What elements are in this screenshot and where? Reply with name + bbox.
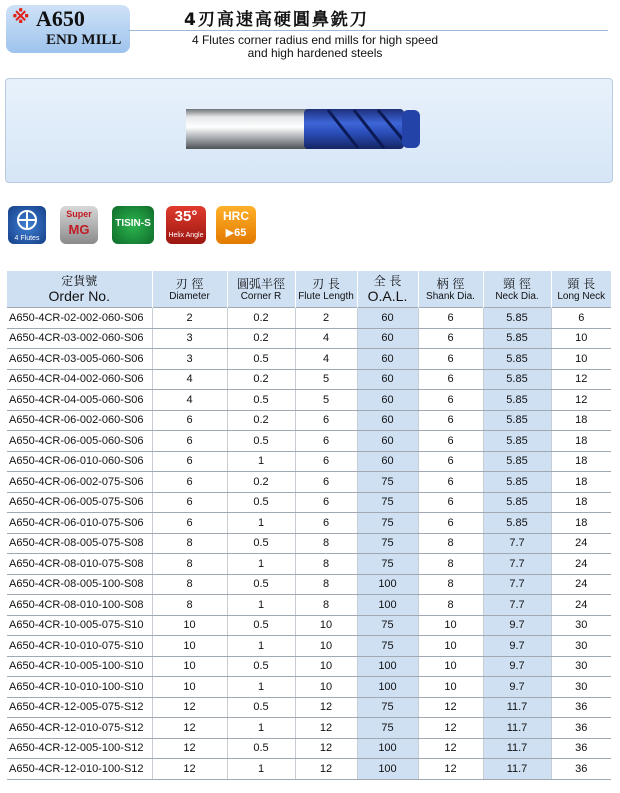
table-cell: 30 (551, 615, 611, 636)
order-no-cell: A650-4CR-04-002-060-S06 (7, 369, 152, 390)
col-neck-dia: 頸 徑 Neck Dia. (483, 271, 551, 308)
table-row (7, 595, 611, 616)
order-no-cell: A650-4CR-08-005-075-S08 (7, 533, 152, 554)
table-cell: 6 (418, 308, 483, 329)
table-cell: 75 (357, 492, 418, 513)
subtitle-line-1: 4 Flutes corner radius end mills for high speed (191, 33, 439, 47)
col-long-neck: 頸 長 Long Neck (551, 271, 611, 308)
table-cell: 10 (418, 615, 483, 636)
col-corner-r: 圓弧半徑 Corner R (227, 271, 295, 308)
helix-angle-value: 35° (174, 208, 198, 225)
4-flutes-icon (8, 206, 46, 244)
table-cell: 18 (551, 492, 611, 513)
table-row (7, 554, 611, 575)
order-no-cell: A650-4CR-06-005-075-S06 (7, 492, 152, 513)
table-row (7, 677, 611, 698)
table-cell: 30 (551, 656, 611, 677)
table-cell: 12 (152, 697, 227, 718)
table-cell: 60 (357, 349, 418, 370)
table-cell: 7.7 (483, 574, 551, 595)
table-cell: 100 (357, 677, 418, 698)
table-row (7, 615, 611, 636)
table-cell: 24 (551, 595, 611, 616)
table-cell: 12 (295, 697, 357, 718)
table-cell: 24 (551, 533, 611, 554)
table-cell: 10 (295, 677, 357, 698)
table-cell: 7.7 (483, 595, 551, 616)
table-cell: 100 (357, 656, 418, 677)
table-cell: 18 (551, 513, 611, 534)
table-cell: 0.2 (227, 472, 295, 493)
table-cell: 12 (418, 738, 483, 759)
end-mill-illustration (6, 79, 612, 182)
table-cell: 4 (152, 369, 227, 390)
table-cell: 30 (551, 636, 611, 657)
tool-tip (402, 110, 420, 148)
table-row (7, 451, 611, 472)
table-cell: 10 (418, 677, 483, 698)
table-cell: 60 (357, 431, 418, 452)
table-cell: 4 (295, 328, 357, 349)
table-cell: 5 (295, 369, 357, 390)
hrc-icon (216, 206, 256, 244)
tool-shank (186, 109, 311, 149)
table-row (7, 738, 611, 759)
table-cell: 6 (418, 431, 483, 452)
table-cell: 0.5 (227, 615, 295, 636)
table-row (7, 697, 611, 718)
table-cell: 10 (295, 656, 357, 677)
table-cell: 0.5 (227, 738, 295, 759)
table-row (7, 492, 611, 513)
order-no-cell: A650-4CR-10-010-075-S10 (7, 636, 152, 657)
table-cell: 6 (418, 390, 483, 411)
table-cell: 8 (295, 554, 357, 575)
order-no-cell: A650-4CR-08-010-075-S08 (7, 554, 152, 575)
table-cell: 11.7 (483, 738, 551, 759)
table-cell: 9.7 (483, 636, 551, 657)
table-cell: 6 (295, 492, 357, 513)
table-cell: 0.5 (227, 492, 295, 513)
table-cell: 1 (227, 595, 295, 616)
col-diameter: 刃 徑 Diameter (152, 271, 227, 308)
table-cell: 8 (152, 574, 227, 595)
table-cell: 24 (551, 574, 611, 595)
table-cell: 8 (295, 595, 357, 616)
table-cell: 0.5 (227, 574, 295, 595)
order-no-cell: A650-4CR-10-005-075-S10 (7, 615, 152, 636)
table-cell: 12 (152, 759, 227, 780)
table-cell: 8 (152, 554, 227, 575)
table-cell: 100 (357, 574, 418, 595)
table-cell: 10 (418, 636, 483, 657)
table-cell: 12 (418, 759, 483, 780)
table-cell: 10 (152, 636, 227, 657)
hrc-value: ▶65 (225, 227, 247, 239)
model-number: A650 (36, 6, 85, 31)
col-shank-dia: 柄 徑 Shank Dia. (418, 271, 483, 308)
table-cell: 12 (551, 369, 611, 390)
table-cell: 6 (295, 431, 357, 452)
order-no-cell: A650-4CR-06-010-060-S06 (7, 451, 152, 472)
table-cell: 0.2 (227, 328, 295, 349)
table-cell: 6 (152, 431, 227, 452)
table-cell: 0.5 (227, 390, 295, 411)
table-cell: 75 (357, 554, 418, 575)
table-cell: 6 (152, 451, 227, 472)
table-cell: 0.5 (227, 431, 295, 452)
helix-angle-label: Helix Angle (168, 232, 204, 239)
table-cell: 10 (152, 615, 227, 636)
spec-table (7, 271, 611, 780)
table-cell: 3 (152, 328, 227, 349)
table-cell: 5.85 (483, 513, 551, 534)
model-badge (6, 5, 130, 53)
table-row (7, 513, 611, 534)
page-subtitle (155, 34, 475, 60)
super-mg-top: Super (66, 209, 92, 219)
table-cell: 12 (152, 738, 227, 759)
table-row (7, 308, 611, 329)
col-order-no: 定貨號 Order No. (7, 271, 152, 308)
table-cell: 6 (418, 328, 483, 349)
table-row (7, 349, 611, 370)
table-cell: 12 (152, 718, 227, 739)
table-cell: 1 (227, 554, 295, 575)
table-cell: 9.7 (483, 656, 551, 677)
hrc-label: HRC (223, 209, 249, 223)
table-cell: 10 (551, 349, 611, 370)
table-cell: 1 (227, 636, 295, 657)
table-row (7, 369, 611, 390)
table-cell: 0.2 (227, 369, 295, 390)
table-cell: 10 (551, 328, 611, 349)
table-cell: 10 (295, 636, 357, 657)
table-cell: 6 (152, 410, 227, 431)
table-cell: 12 (418, 718, 483, 739)
table-cell: 6 (295, 451, 357, 472)
table-cell: 1 (227, 451, 295, 472)
col-flute-length: 刃 長 Flute Length (295, 271, 357, 308)
subtitle-line-2: and high hardened steels (247, 46, 383, 60)
page-title: 4刃高速高硬圓鼻銑刀 (184, 10, 369, 30)
helix-angle-icon (166, 206, 206, 244)
table-cell: 8 (418, 574, 483, 595)
table-cell: 6 (152, 492, 227, 513)
table-row (7, 656, 611, 677)
table-cell: 0.5 (227, 533, 295, 554)
tisin-s-label: TISIN-S (115, 218, 151, 229)
table-cell: 75 (357, 697, 418, 718)
order-no-cell: A650-4CR-08-005-100-S08 (7, 574, 152, 595)
table-cell: 11.7 (483, 718, 551, 739)
table-cell: 18 (551, 410, 611, 431)
order-no-cell: A650-4CR-06-005-060-S06 (7, 431, 152, 452)
table-cell: 18 (551, 451, 611, 472)
order-no-cell: A650-4CR-03-002-060-S06 (7, 328, 152, 349)
table-cell: 60 (357, 308, 418, 329)
order-no-cell: A650-4CR-06-010-075-S06 (7, 513, 152, 534)
table-cell: 36 (551, 718, 611, 739)
table-cell: 4 (295, 349, 357, 370)
end-mill-image (5, 78, 613, 183)
table-cell: 75 (357, 533, 418, 554)
table-header-row (7, 271, 611, 308)
table-cell: 4 (152, 390, 227, 411)
table-cell: 6 (152, 513, 227, 534)
table-cell: 6 (295, 410, 357, 431)
title-divider (128, 30, 608, 31)
table-cell: 36 (551, 759, 611, 780)
table-cell: 0.2 (227, 410, 295, 431)
order-no-cell: A650-4CR-03-005-060-S06 (7, 349, 152, 370)
table-cell: 8 (152, 595, 227, 616)
table-cell: 10 (152, 677, 227, 698)
table-cell: 5.85 (483, 472, 551, 493)
table-cell: 5.85 (483, 431, 551, 452)
flute-cross-section-icon (8, 206, 46, 236)
table-cell: 6 (295, 472, 357, 493)
table-cell: 75 (357, 636, 418, 657)
table-cell: 2 (295, 308, 357, 329)
table-cell: 9.7 (483, 677, 551, 698)
table-cell: 8 (418, 533, 483, 554)
order-no-cell: A650-4CR-06-002-075-S06 (7, 472, 152, 493)
table-cell: 6 (418, 369, 483, 390)
table-row (7, 472, 611, 493)
table-cell: 11.7 (483, 697, 551, 718)
table-cell: 8 (295, 533, 357, 554)
table-cell: 7.7 (483, 554, 551, 575)
table-cell: 100 (357, 738, 418, 759)
table-cell: 0.5 (227, 656, 295, 677)
table-cell: 5.85 (483, 369, 551, 390)
table-cell: 6 (418, 349, 483, 370)
table-cell: 6 (418, 513, 483, 534)
order-no-cell: A650-4CR-12-005-100-S12 (7, 738, 152, 759)
table-cell: 5 (295, 390, 357, 411)
table-row (7, 390, 611, 411)
table-row (7, 636, 611, 657)
table-cell: 6 (418, 451, 483, 472)
table-cell: 6 (418, 410, 483, 431)
table-cell: 36 (551, 738, 611, 759)
table-cell: 18 (551, 431, 611, 452)
table-row (7, 431, 611, 452)
table-cell: 12 (418, 697, 483, 718)
table-cell: 5.85 (483, 410, 551, 431)
table-cell: 12 (295, 738, 357, 759)
table-body (7, 308, 611, 780)
table-cell: 10 (152, 656, 227, 677)
table-cell: 60 (357, 451, 418, 472)
table-cell: 60 (357, 410, 418, 431)
table-cell: 30 (551, 677, 611, 698)
order-no-cell: A650-4CR-10-005-100-S10 (7, 656, 152, 677)
table-row (7, 533, 611, 554)
reference-mark: ※ (12, 7, 30, 27)
table-row (7, 759, 611, 780)
order-no-cell: A650-4CR-10-010-100-S10 (7, 677, 152, 698)
order-no-cell: A650-4CR-08-010-100-S08 (7, 595, 152, 616)
table-cell: 0.5 (227, 349, 295, 370)
table-cell: 12 (551, 390, 611, 411)
product-type: END MILL (46, 32, 122, 48)
table-cell: 75 (357, 472, 418, 493)
order-no-cell: A650-4CR-12-010-075-S12 (7, 718, 152, 739)
table-cell: 8 (295, 574, 357, 595)
table-cell: 10 (295, 615, 357, 636)
table-cell: 5.85 (483, 349, 551, 370)
super-mg-icon (60, 206, 98, 244)
table-cell: 60 (357, 328, 418, 349)
table-cell: 12 (295, 718, 357, 739)
table-cell: 7.7 (483, 533, 551, 554)
table-cell: 60 (357, 390, 418, 411)
table-cell: 75 (357, 513, 418, 534)
table-cell: 9.7 (483, 615, 551, 636)
table-cell: 3 (152, 349, 227, 370)
super-mg-main: MG (68, 222, 90, 237)
table-cell: 6 (152, 472, 227, 493)
table-cell: 36 (551, 697, 611, 718)
table-cell: 5.85 (483, 492, 551, 513)
table-cell: 24 (551, 554, 611, 575)
table-cell: 5.85 (483, 390, 551, 411)
table-cell: 75 (357, 718, 418, 739)
table-cell: 6 (418, 472, 483, 493)
table-row (7, 328, 611, 349)
table-cell: 5.85 (483, 328, 551, 349)
table-cell: 75 (357, 615, 418, 636)
table-cell: 100 (357, 595, 418, 616)
table-cell: 8 (418, 595, 483, 616)
table-cell: 8 (418, 554, 483, 575)
table-row (7, 410, 611, 431)
order-no-cell: A650-4CR-04-005-060-S06 (7, 390, 152, 411)
table-cell: 60 (357, 369, 418, 390)
table-cell: 6 (551, 308, 611, 329)
order-no-cell: A650-4CR-06-002-060-S06 (7, 410, 152, 431)
table-cell: 8 (152, 533, 227, 554)
table-cell: 6 (295, 513, 357, 534)
col-oal: 全 長 O.A.L. (357, 271, 418, 308)
table-cell: 1 (227, 677, 295, 698)
table-cell: 2 (152, 308, 227, 329)
table-cell: 12 (295, 759, 357, 780)
table-cell: 10 (418, 656, 483, 677)
table-cell: 5.85 (483, 308, 551, 329)
table-row (7, 718, 611, 739)
order-no-cell: A650-4CR-12-005-075-S12 (7, 697, 152, 718)
flutes-label: 4 Flutes (14, 235, 40, 242)
table-cell: 1 (227, 759, 295, 780)
table-cell: 18 (551, 472, 611, 493)
order-no-cell: A650-4CR-12-010-100-S12 (7, 759, 152, 780)
tisin-s-icon (112, 206, 154, 244)
table-cell: 6 (418, 492, 483, 513)
table-cell: 5.85 (483, 451, 551, 472)
table-cell: 100 (357, 759, 418, 780)
table-cell: 0.5 (227, 697, 295, 718)
table-cell: 0.2 (227, 308, 295, 329)
table-cell: 1 (227, 718, 295, 739)
table-cell: 1 (227, 513, 295, 534)
table-row (7, 574, 611, 595)
order-no-cell: A650-4CR-02-002-060-S06 (7, 308, 152, 329)
table-cell: 11.7 (483, 759, 551, 780)
